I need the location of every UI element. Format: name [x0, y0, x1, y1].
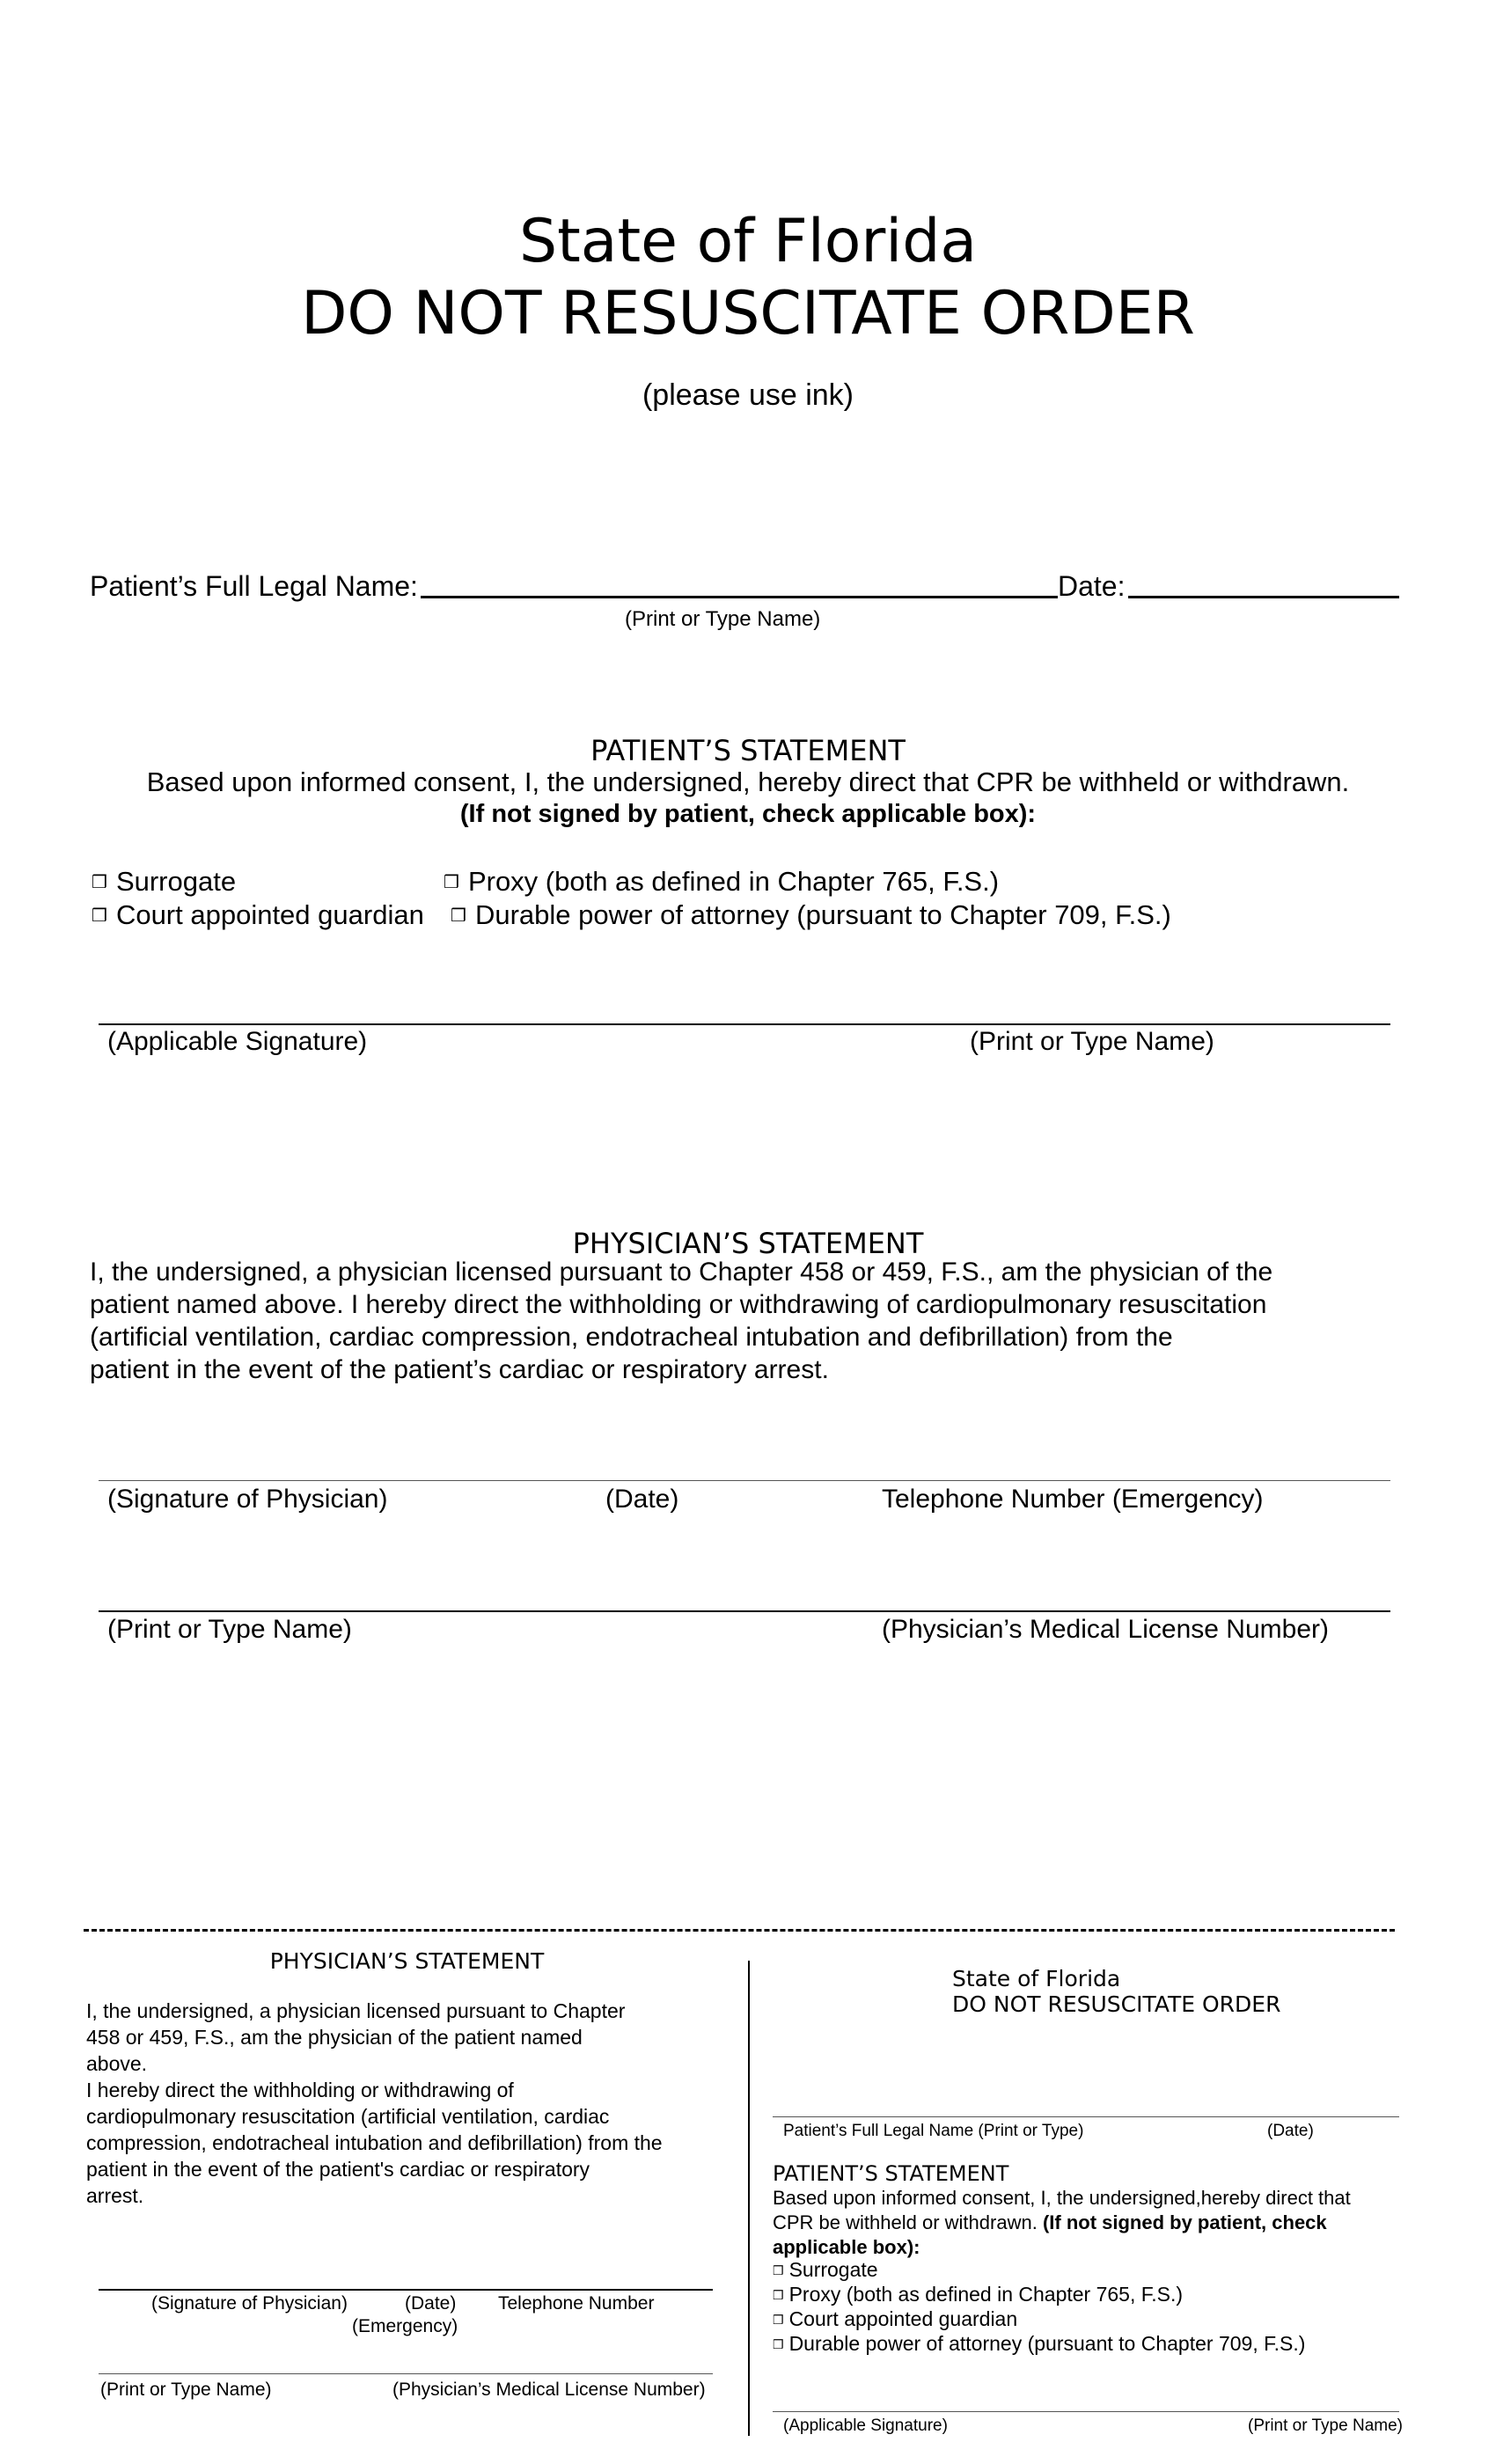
patient-statement-title: PATIENT’S STATEMENT	[590, 734, 906, 767]
card-statement-line	[773, 2235, 1351, 2260]
checkbox-icon[interactable]: ❒	[773, 2263, 784, 2277]
card-patient-date-label: (Date)	[1267, 2122, 1314, 2140]
card-statement-line-start: CPR be withheld or withdrawn.	[773, 2211, 1038, 2233]
option-surrogate[interactable]	[92, 866, 236, 898]
card-physician-text	[86, 1998, 737, 2209]
print-name-note: (Print or Type Name)	[625, 607, 821, 631]
card-physician-signature-line[interactable]	[99, 2289, 713, 2291]
card-patient-statement-title: PATIENT’S STATEMENT	[773, 2161, 1009, 2186]
physician-statement-line: I, the undersigned, a physician licensed pursuant to Chapter 458 or 459, F.S., am the physician of the	[90, 1258, 1273, 1287]
card-applicable-signature-line[interactable]	[773, 2411, 1399, 2412]
card-physician-signature-label: (Signature of Physician)	[151, 2293, 348, 2314]
card-physician-date-label: (Date)	[405, 2293, 457, 2314]
physician-date-label: (Date)	[605, 1485, 679, 1514]
card-physician-print-label: (Print or Type Name)	[100, 2380, 272, 2400]
card-physician-license-label: (Physician’s Medical License Number)	[392, 2380, 706, 2400]
card-option-poa[interactable]	[773, 2332, 1305, 2357]
patient-name-field[interactable]	[421, 596, 1058, 598]
card-patient-name-label: Patient’s Full Legal Name (Print or Type)	[783, 2122, 1084, 2140]
state-title: State of Florida	[518, 207, 978, 276]
patient-statement-instruction: (If not signed by patient, check applicable box):	[459, 800, 1037, 828]
card-physician-line: above.	[86, 2052, 148, 2075]
physician-statement-line: patient in the event of the patient’s cardiac or respiratory arrest.	[90, 1355, 829, 1384]
card-physician-line: patient in the event of the patient's cardiac or respiratory	[86, 2158, 590, 2181]
date-label: Date:	[1058, 570, 1126, 602]
ink-note: (please use ink)	[642, 378, 854, 412]
card-physician-line: I, the undersigned, a physician licensed pursuant to Chapter	[86, 1999, 626, 2022]
card-options	[773, 2258, 1305, 2357]
physician-statement-line: patient named above. I hereby direct the withholding or withdrawing of cardiopulmonary resuscitation	[90, 1290, 1267, 1319]
card-physician-phone-label: Telephone Number	[498, 2293, 655, 2314]
checkbox-icon[interactable]: ❒	[773, 2313, 784, 2327]
card-form-title: DO NOT RESUSCITATE ORDER	[952, 1991, 1281, 2017]
card-option-label: Durable power of attorney (pursuant to Chapter 709, F.S.)	[788, 2332, 1306, 2355]
option-proxy-label: Proxy (both as defined in Chapter 765, F.S.)	[467, 866, 1000, 897]
card-option-label: Surrogate	[788, 2258, 878, 2281]
card-applicable-signature-label: (Applicable Signature)	[783, 2416, 948, 2435]
card-physician-line: compression, endotracheal intubation and defibrillation) from the	[86, 2131, 663, 2154]
checkbox-icon[interactable]: ❒	[773, 2288, 784, 2302]
option-surrogate-label: Surrogate	[115, 866, 237, 897]
checkbox-icon[interactable]: ❒	[92, 873, 107, 892]
card-patient-statement-text	[773, 2186, 1351, 2260]
card-option-proxy[interactable]	[773, 2283, 1305, 2307]
card-statement-line	[773, 2211, 1351, 2235]
card-physician-emergency-label: (Emergency)	[352, 2316, 458, 2336]
card-statement-instruction-end: applicable box):	[773, 2236, 920, 2258]
card-applicable-print-label: (Print or Type Name)	[1248, 2416, 1403, 2435]
physician-license-label: (Physician’s Medical License Number)	[882, 1615, 1329, 1644]
physician-print-label: (Print or Type Name)	[107, 1615, 352, 1644]
form-title: DO NOT RESUSCITATE ORDER	[301, 279, 1195, 348]
cut-line	[84, 1929, 1395, 1932]
physician-name-line[interactable]	[99, 1610, 1390, 1612]
card-physician-line: I hereby direct the withholding or withdrawing of	[86, 2079, 514, 2101]
physician-signature-label: (Signature of Physician)	[107, 1485, 388, 1514]
card-option-label: Court appointed guardian	[788, 2307, 1018, 2330]
applicable-signature-line[interactable]	[99, 1023, 1390, 1025]
physician-statement-line: (artificial ventilation, cardiac compression, endotracheal intubation and defibrillation) from the	[90, 1323, 1173, 1352]
card-physician-name-line[interactable]	[99, 2373, 713, 2374]
card-option-surrogate[interactable]	[773, 2258, 1305, 2283]
checkbox-icon[interactable]: ❒	[451, 906, 466, 926]
physician-signature-line[interactable]	[99, 1480, 1390, 1481]
checkbox-icon[interactable]: ❒	[773, 2337, 784, 2351]
option-proxy[interactable]	[444, 866, 999, 898]
card-statement-instruction: (If not signed by patient, check	[1042, 2211, 1327, 2233]
checkbox-icon[interactable]: ❒	[444, 873, 459, 892]
card-option-guardian[interactable]	[773, 2307, 1305, 2332]
option-guardian[interactable]	[92, 899, 424, 931]
card-physician-line: 458 or 459, F.S., am the physician of the patient named	[86, 2026, 583, 2049]
option-poa[interactable]	[451, 899, 1171, 931]
patient-name-label: Patient’s Full Legal Name:	[90, 570, 418, 602]
card-physician-title: PHYSICIAN’S STATEMENT	[269, 1948, 545, 1974]
physician-statement-title: PHYSICIAN’S STATEMENT	[572, 1227, 924, 1260]
card-option-label: Proxy (both as defined in Chapter 765, F.S.)	[788, 2283, 1184, 2306]
card-patient-name-line[interactable]	[773, 2116, 1399, 2117]
card-divider	[748, 1961, 750, 2436]
option-poa-label: Durable power of attorney (pursuant to Chapter 709, F.S.)	[474, 899, 1171, 930]
date-field[interactable]	[1128, 596, 1399, 598]
card-physician-line: arrest.	[86, 2184, 144, 2207]
applicable-signature-label: (Applicable Signature)	[107, 1027, 368, 1056]
option-guardian-label: Court appointed guardian	[115, 899, 424, 930]
physician-statement-text	[90, 1256, 1410, 1386]
patient-statement-text: Based upon informed consent, I, the undersigned, hereby direct that CPR be withheld or withdrawn.	[146, 766, 1350, 797]
card-physician-line: cardiopulmonary resuscitation (artificial ventilation, cardiac	[86, 2105, 610, 2128]
card-statement-line: Based upon informed consent, I, the undersigned,hereby direct that	[773, 2187, 1351, 2209]
card-state-title: State of Florida	[952, 1966, 1121, 1991]
checkbox-icon[interactable]: ❒	[92, 906, 107, 926]
applicable-print-label: (Print or Type Name)	[970, 1027, 1214, 1056]
physician-phone-label: Telephone Number (Emergency)	[882, 1485, 1264, 1514]
